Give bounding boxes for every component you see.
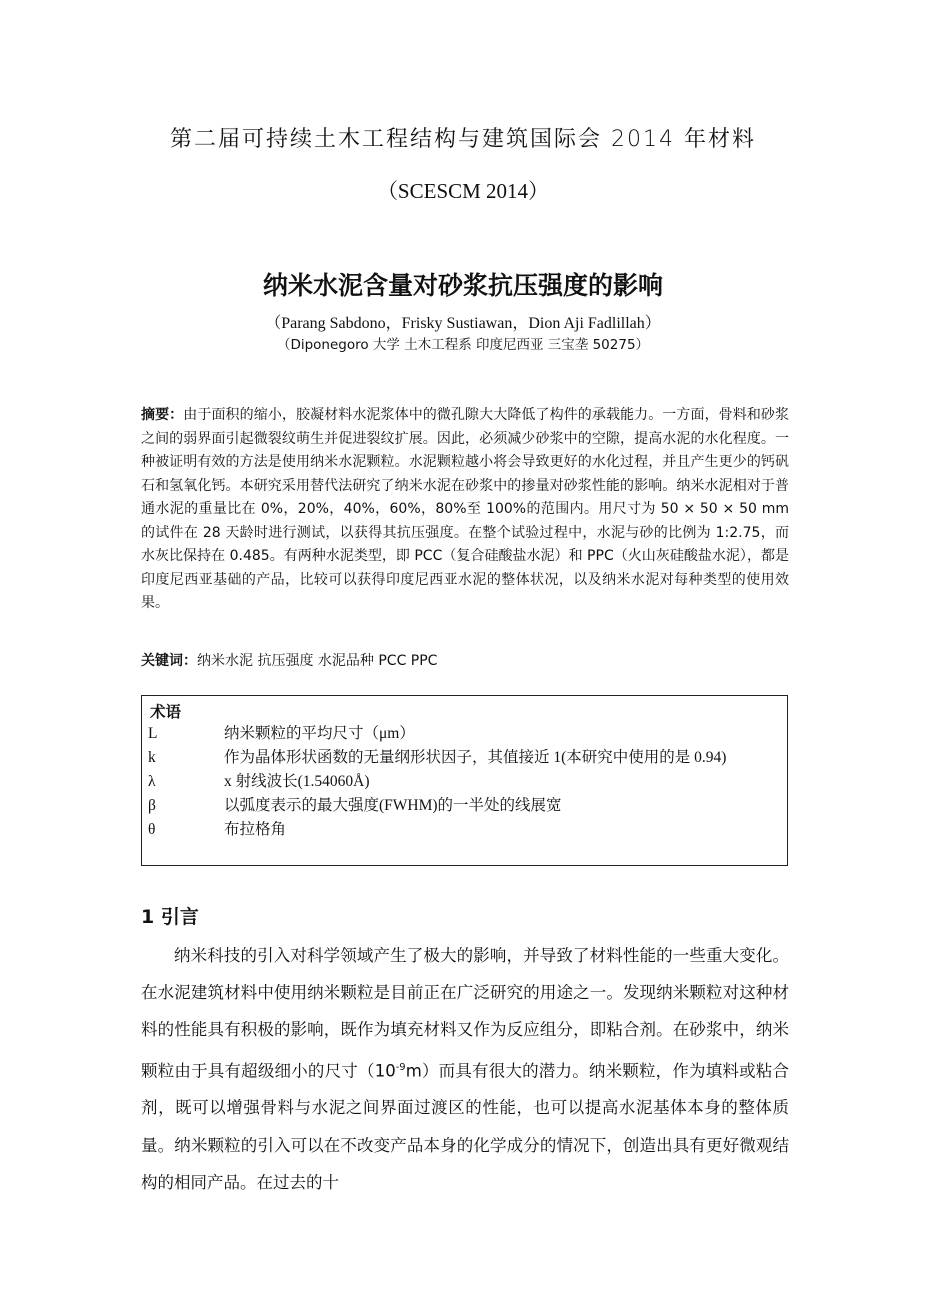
nomenclature-symbol: λ (148, 773, 156, 790)
abstract (141, 404, 789, 616)
section-heading-introduction: 1 引言 (141, 906, 199, 928)
keywords-label: 关键词： (141, 653, 197, 669)
abstract-text: 由于面积的缩小，胶凝材料水泥浆体中的微孔隙大大降低了构件的承载能力。一方面，骨料和砂浆之间的弱界面引起微裂纹萌生并促进裂纹扩展。因此，必须减少砂浆中的空隙，提高水泥的水化程度。一种被证明有效的方法是使用纳米水泥颗粒。水泥颗粒越小将会导致更好的水化过程，并且产生更少的钙矾石和氢氧化钙。本研究采用替代法研究了纳米水泥在砂浆中的掺量对砂浆性能的影响。纳米水泥相对于普通水泥的重量比在 0%，20%，40%，60%，80%至 100%的范围内。用尺寸为 50 × 50 × 50 mm 的试件在 28 天龄时进行测试，以获得其抗压强度。在整个试验过程中，水泥与砂的比例为 1:2.75，而水灰比保持在 0.485。有两种水泥类型，即 PCC（复合硅酸盐水泥）和 PPC（火山灰硅酸盐水泥），都是印度尼西亚基础的产品，比较可以获得印度尼西亚水泥的整体状况，以及纳米水泥对每种类型的使用效果。 (141, 407, 790, 611)
nomenclature-row (148, 722, 780, 746)
introduction-body (141, 937, 789, 1201)
nomenclature-symbol: β (148, 797, 156, 814)
nomenclature-symbol: k (148, 749, 156, 766)
nomenclature-symbol: θ (148, 821, 156, 838)
nomenclature-desc: 作为晶体形状函数的无量纲形状因子，其值接近 1(本研究中使用的是 0.94) (224, 749, 727, 766)
paragraph-text-part1: 纳米科技的引入对科学领域产生了极大的影响，并导致了材料性能的一些重大变化。在水泥建筑材料中使用纳米颗粒是目前正在广泛研究的用途之一。发现纳米颗粒对这种材料的性能具有积极的影响，既作为填充材料又作为反应组分，即粘合剂。在砂浆中，纳米颗粒由于具有超级细小的尺寸（10 (141, 946, 789, 1081)
introduction-paragraph (141, 937, 789, 1201)
abstract-label: 摘要： (141, 407, 184, 423)
keywords-text: 纳米水泥 抗压强度 水泥品种 PCC PPC (197, 653, 438, 669)
conference-abbrev: （SCESCM 2014） (376, 179, 550, 203)
nomenclature-row (148, 818, 780, 842)
nomenclature-heading: 术语 (150, 703, 182, 721)
nomenclature-row (148, 794, 780, 818)
nomenclature-symbol: L (148, 725, 158, 742)
keywords (141, 650, 789, 670)
exponent: -9 (395, 1061, 406, 1073)
paragraph-text-part2: m）而具有很大的潜力。纳米颗粒，作为填料或粘合剂，既可以增强骨料与水泥之间界面过渡区的性能，也可以提高水泥基体本身的整体质量。纳米颗粒的引入可以在不改变产品本身的化学成分的情况下，创造出具有更好微观结构的相同产品。在过去的十 (141, 1061, 790, 1192)
nomenclature-desc: 以弧度表示的最大强度(FWHM)的一半处的线展宽 (224, 797, 562, 814)
nomenclature-row (148, 746, 780, 770)
conference-title: 第二届可持续土木工程结构与建筑国际会 2014 年材料 (170, 127, 756, 152)
paper-title: 纳米水泥含量对砂浆抗压强度的影响 (262, 271, 663, 300)
nomenclature-box (141, 695, 788, 866)
nomenclature-desc: x 射线波长(1.54060Å) (224, 773, 370, 790)
nomenclature-table (148, 722, 780, 842)
nomenclature-desc: 纳米颗粒的平均尺寸（μm） (224, 725, 415, 742)
paper-authors: （Parang Sabdono，Frisky Sustiawan，Dion Aji Fadlillah） (265, 315, 661, 332)
nomenclature-row (148, 770, 780, 794)
paper-affiliation: （Diponegoro 大学 土木工程系 印度尼西亚 三宝垄 50275） (276, 337, 650, 353)
nomenclature-desc: 布拉格角 (224, 821, 287, 838)
